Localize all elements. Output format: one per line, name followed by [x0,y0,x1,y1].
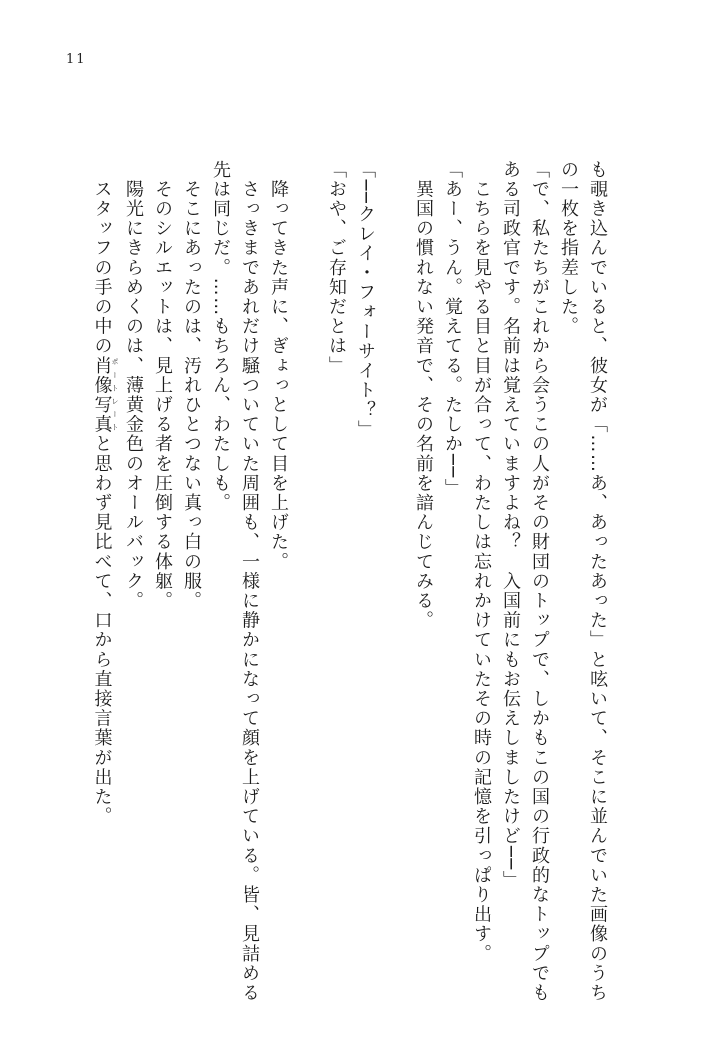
text-line-13: さっきまであれだけ騒ついていた周囲も、一様に静かになって顔を上げている。皆、見詰める [239,160,260,1003]
text-line-18-post: と思わず見比べて、口から直接言葉が出た。 [92,434,113,827]
text-line-6: 「あー、うん。覚えてる。たしか──」 [442,160,463,499]
ruby-base: 肖像写真 [92,356,113,435]
blank-line [293,160,322,1040]
text-line-14: 先は同じだ。……もちろん、わたしも。 [210,160,231,513]
ruby-reading: ポートレート [111,356,119,435]
text-line-4: ある司政官です。名前は覚えていますよね？ 入国前にもお伝えしましたけど──」 [500,160,521,891]
text-line-16: そのシルエットは、見上げる者を圧倒する体躯。 [152,160,173,611]
text-line-5: こちらを見やる目と目が合って、わたしは忘れかけていたその時の記憶を引っぱり出す。 [471,160,492,964]
text-line-3: 「で、私たちがこれから会うこの人がその財団のトップで、しかもこの国の行政的なトップでも [529,160,550,1003]
body-text [92,160,612,1040]
ruby-portrait [92,356,119,435]
text-line-12: 降ってきた声に、ぎょっとして目を上げた。 [268,160,289,572]
text-line-10: 「おや、ご存知だとは」 [326,160,347,376]
text-line-15: そこにあったのは、汚れひとつない真っ白の服。 [181,160,202,611]
text-line-18 [92,160,119,1040]
text-line-7: 異国の慣れない発音で、その名前を諳んじてみる。 [413,160,434,631]
page-number: 11 [66,52,87,67]
blank-line [380,160,409,1040]
text-line-18-pre: スタッフの手の中の [92,160,113,356]
text-line-9: 「──クレイ・フォーサイト？」 [355,160,376,440]
text-line-1: も覗き込んでいると、彼女が「……あ、あったあった」と呟いて、そこに並んでいた画像のうち [587,160,608,1003]
text-line-2: の一枚を指差した。 [558,160,579,337]
text-line-17: 陽光にきらめくのは、薄黄金色のオールバック。 [123,160,144,611]
